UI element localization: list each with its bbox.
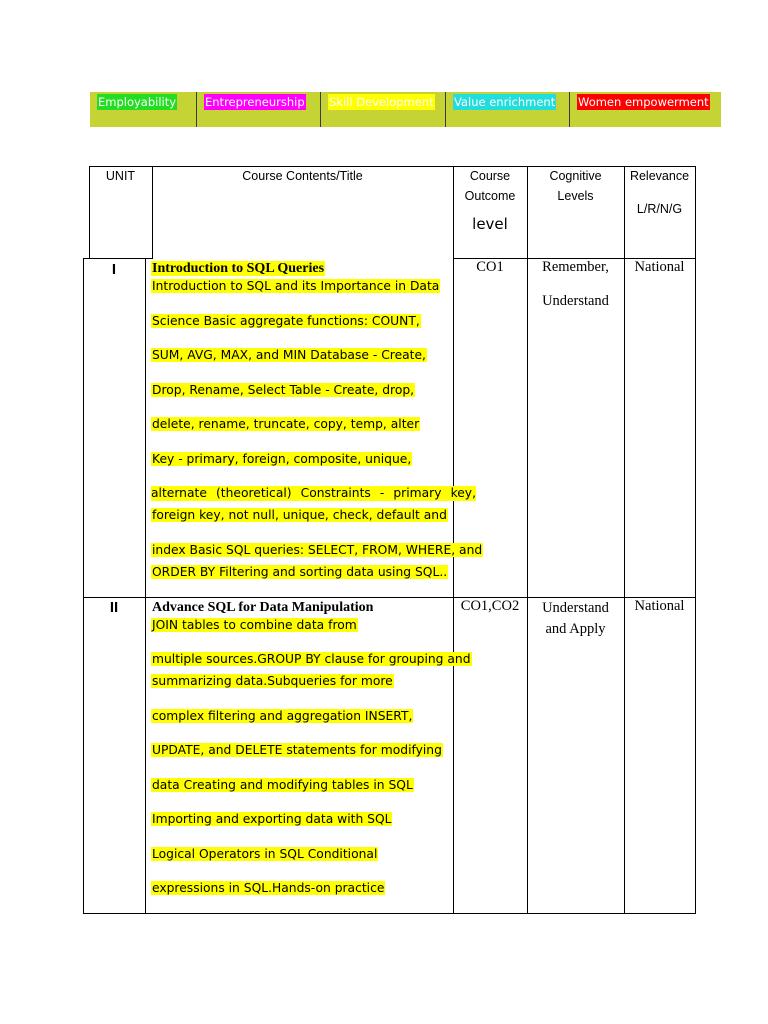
legend-employability bbox=[90, 92, 197, 127]
content-text: data Creating and modifying tables in SQL bbox=[152, 778, 413, 792]
content-text: index Basic SQL queries: SELECT, FROM, WHERE, and bbox=[152, 543, 483, 557]
content-line bbox=[151, 383, 415, 398]
content-text: complex filtering and aggregation INSERT, bbox=[152, 709, 413, 723]
header-line: Outcome bbox=[464, 189, 516, 203]
table-border bbox=[624, 166, 625, 914]
header-line: Levels bbox=[557, 189, 594, 203]
justified-text bbox=[151, 486, 476, 501]
content-text: JOIN tables to combine data from bbox=[152, 618, 357, 632]
legend-label: Entrepreneurship bbox=[205, 95, 305, 109]
relevance: National bbox=[634, 259, 685, 275]
header-cognitive-levels bbox=[527, 166, 624, 206]
word: primary bbox=[393, 486, 442, 500]
header-unit: UNIT bbox=[105, 169, 136, 183]
unit-title bbox=[151, 598, 374, 616]
cognitive-level bbox=[527, 598, 624, 640]
unit-title bbox=[151, 259, 325, 277]
table-border bbox=[453, 166, 454, 914]
table-border bbox=[83, 258, 153, 259]
content-text: multiple sources.GROUP BY clause for grouping and bbox=[152, 652, 471, 666]
word: Constraints bbox=[300, 486, 371, 500]
table-border bbox=[83, 913, 696, 914]
content-line bbox=[151, 812, 392, 827]
content-line bbox=[151, 348, 427, 363]
word: alternate bbox=[151, 486, 207, 500]
unit-title-text: Introduction to SQL Queries bbox=[152, 261, 325, 276]
content-text: ORDER BY Filtering and sorting data using SQL.. bbox=[152, 565, 448, 579]
content-line bbox=[151, 743, 443, 758]
content-text: expressions in SQL.Hands-on practice bbox=[152, 881, 385, 895]
word: - bbox=[379, 486, 385, 500]
header-level: level bbox=[472, 215, 508, 233]
header-line: Course bbox=[469, 169, 511, 183]
cognitive-line: Remember, bbox=[542, 259, 609, 275]
cognitive-line: and Apply bbox=[545, 621, 606, 637]
content-line bbox=[151, 618, 358, 633]
content-text: SUM, AVG, MAX, and MIN Database - Create, bbox=[152, 348, 426, 362]
unit-number: II bbox=[109, 599, 119, 616]
legend-women-empowerment bbox=[570, 92, 721, 127]
content-line bbox=[151, 279, 440, 294]
header-course-outcome bbox=[453, 166, 527, 234]
content-text: UPDATE, and DELETE statements for modifying bbox=[152, 743, 442, 757]
legend-label: Value enrichment bbox=[454, 95, 556, 109]
table-border bbox=[145, 258, 146, 914]
content-line bbox=[151, 778, 414, 793]
word: (theoretical) bbox=[215, 486, 292, 500]
header-relevance bbox=[624, 166, 695, 219]
content-line bbox=[151, 452, 412, 467]
header-line: Cognitive bbox=[549, 169, 602, 183]
content-text: Logical Operators in SQL Conditional bbox=[152, 847, 378, 861]
legend-value-enrichment bbox=[446, 92, 570, 127]
content-text: foreign key, not null, unique, check, default and bbox=[152, 508, 447, 522]
content-line bbox=[151, 417, 420, 432]
header-line: Relevance bbox=[629, 169, 690, 183]
word: key, bbox=[450, 486, 476, 500]
table-border bbox=[695, 166, 696, 914]
header-line: L/R/N/G bbox=[636, 202, 683, 216]
content-line-justified bbox=[151, 486, 476, 501]
content-line bbox=[151, 652, 472, 667]
content-text: Science Basic aggregate functions: COUNT, bbox=[152, 314, 420, 328]
legend-label: Skill Development bbox=[329, 95, 434, 109]
content-line bbox=[151, 847, 378, 862]
content-line bbox=[151, 314, 421, 329]
content-line bbox=[151, 709, 413, 724]
legend-label: Women empowerment bbox=[578, 95, 709, 109]
content-text: Importing and exporting data with SQL bbox=[152, 812, 392, 826]
cognitive-line: Understand bbox=[542, 600, 609, 616]
relevance: National bbox=[634, 598, 685, 614]
content-line bbox=[151, 543, 483, 558]
content-text: Drop, Rename, Select Table - Create, drop, bbox=[152, 383, 415, 397]
unit-number: I bbox=[111, 261, 117, 278]
content-line bbox=[151, 881, 385, 896]
content-line bbox=[151, 508, 448, 523]
cognitive-level bbox=[527, 259, 624, 310]
content-text: Introduction to SQL and its Importance in Data bbox=[152, 279, 440, 293]
unit-title-text: Advance SQL for Data Manipulation bbox=[152, 600, 374, 615]
category-legend-bar bbox=[90, 92, 721, 127]
header-course-contents: Course Contents/Title bbox=[242, 169, 363, 183]
course-outcome: CO1 bbox=[476, 259, 504, 275]
legend-skill-development bbox=[321, 92, 446, 127]
content-text: delete, rename, truncate, copy, temp, alter bbox=[152, 417, 420, 431]
content-line bbox=[151, 565, 448, 580]
course-outcome: CO1,CO2 bbox=[460, 598, 520, 614]
content-line bbox=[151, 674, 394, 689]
content-text: Key - primary, foreign, composite, unique, bbox=[152, 452, 412, 466]
cognitive-line: Understand bbox=[542, 293, 609, 309]
legend-label: Employability bbox=[98, 95, 177, 109]
content-text: summarizing data.Subqueries for more bbox=[152, 674, 393, 688]
table-border bbox=[83, 258, 84, 914]
legend-entrepreneurship bbox=[197, 92, 321, 127]
